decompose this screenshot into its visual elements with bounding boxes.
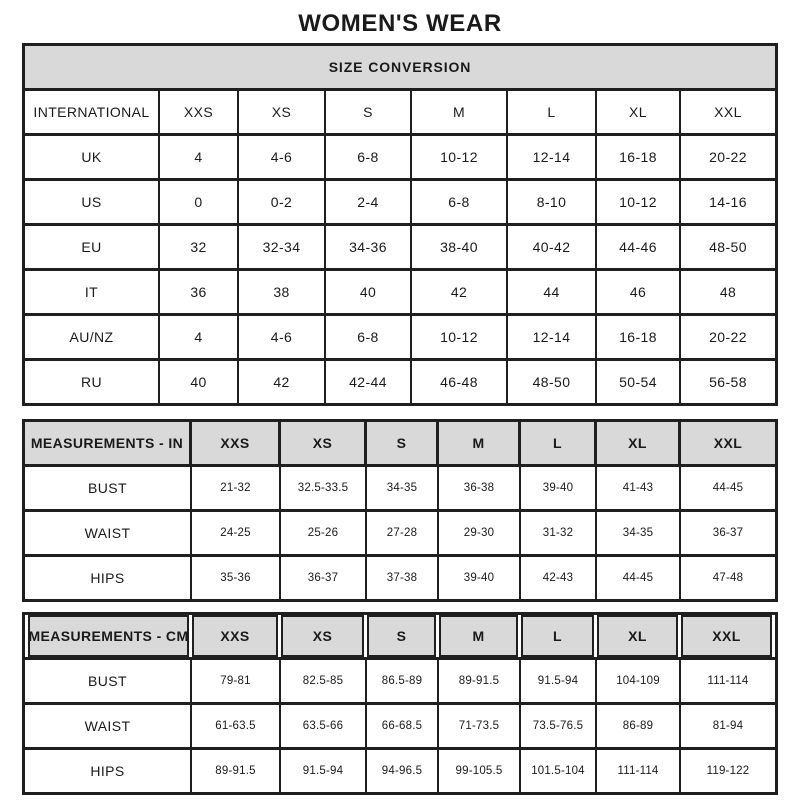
size-value-cell: 40-42: [508, 223, 597, 268]
size-value-cell: 10-12: [412, 313, 508, 358]
measurement-value-cell: 86-89: [597, 702, 681, 747]
measurement-value-cell: 111-114: [681, 657, 775, 702]
size-value-cell: 16-18: [597, 133, 681, 178]
measurement-value-cell: 104-109: [597, 657, 681, 702]
measurement-value-cell: 47-48: [681, 554, 775, 599]
size-value-cell: 4: [160, 133, 239, 178]
table-row: [25, 313, 775, 358]
size-col-header-xxl: XXL: [681, 422, 775, 464]
size-col-header-xxs: XXS: [160, 88, 239, 133]
size-col-header-xs: XS: [281, 422, 367, 464]
row-label-aunz: AU/NZ: [25, 313, 160, 358]
size-value-cell: 6-8: [326, 313, 412, 358]
size-value-cell: 0: [160, 178, 239, 223]
size-value-cell: 20-22: [681, 133, 775, 178]
size-value-cell: 32: [160, 223, 239, 268]
measurement-value-cell: 81-94: [681, 702, 775, 747]
size-col-header-xxs: XXS: [192, 615, 281, 657]
size-col-header-xs: XS: [281, 615, 367, 657]
measurement-value-cell: 32.5-33.5: [281, 464, 367, 509]
size-col-header-l: L: [521, 615, 597, 657]
size-value-cell: 34-36: [326, 223, 412, 268]
table-row: [25, 615, 775, 657]
size-conversion-banner: SIZE CONVERSION: [25, 46, 775, 88]
table-row: [25, 657, 775, 702]
size-value-cell: 16-18: [597, 313, 681, 358]
size-value-cell: 42: [239, 358, 326, 403]
row-label-ru: RU: [25, 358, 160, 403]
size-value-cell: 12-14: [508, 133, 597, 178]
measurement-value-cell: 39-40: [439, 554, 521, 599]
size-col-header-l: L: [521, 422, 597, 464]
size-value-cell: 46-48: [412, 358, 508, 403]
measurement-value-cell: 73.5-76.5: [521, 702, 597, 747]
table-row: [25, 88, 775, 133]
measurement-value-cell: 61-63.5: [192, 702, 281, 747]
row-label-waist: WAIST: [25, 509, 192, 554]
size-col-header-m: M: [439, 615, 521, 657]
size-value-cell: 6-8: [326, 133, 412, 178]
size-value-cell: 38: [239, 268, 326, 313]
size-value-cell: 40: [326, 268, 412, 313]
size-value-cell: 0-2: [239, 178, 326, 223]
size-col-header-m: M: [439, 422, 521, 464]
measurements-cm-table: [22, 612, 778, 795]
table-row: [25, 422, 775, 464]
size-value-cell: 2-4: [326, 178, 412, 223]
measurement-value-cell: 24-25: [192, 509, 281, 554]
size-col-header-m: M: [412, 88, 508, 133]
table-row: [25, 464, 775, 509]
measurement-value-cell: 21-32: [192, 464, 281, 509]
size-col-header-s: S: [367, 615, 439, 657]
size-value-cell: 48-50: [681, 223, 775, 268]
measurement-value-cell: 36-38: [439, 464, 521, 509]
size-col-header-xl: XL: [597, 88, 681, 133]
row-label-bust: BUST: [25, 464, 192, 509]
measurement-value-cell: 27-28: [367, 509, 439, 554]
size-value-cell: 48: [681, 268, 775, 313]
measurements-cm-header: MEASUREMENTS - CM: [25, 615, 192, 657]
table-row: [25, 554, 775, 599]
measurement-value-cell: 63.5-66: [281, 702, 367, 747]
size-value-cell: 4: [160, 313, 239, 358]
table-row: [25, 268, 775, 313]
size-value-cell: 12-14: [508, 313, 597, 358]
measurement-value-cell: 29-30: [439, 509, 521, 554]
row-label-it: IT: [25, 268, 160, 313]
table-row: [25, 747, 775, 792]
measurement-value-cell: 91.5-94: [521, 657, 597, 702]
table-row: [25, 133, 775, 178]
measurement-value-cell: 34-35: [367, 464, 439, 509]
size-col-header-l: L: [508, 88, 597, 133]
measurement-value-cell: 99-105.5: [439, 747, 521, 792]
table-row: [25, 509, 775, 554]
row-label-international: INTERNATIONAL: [25, 88, 160, 133]
row-label-hips: HIPS: [25, 747, 192, 792]
measurement-value-cell: 44-45: [597, 554, 681, 599]
size-value-cell: 10-12: [412, 133, 508, 178]
measurement-value-cell: 101.5-104: [521, 747, 597, 792]
size-value-cell: 46: [597, 268, 681, 313]
measurement-value-cell: 37-38: [367, 554, 439, 599]
measurement-value-cell: 71-73.5: [439, 702, 521, 747]
row-label-us: US: [25, 178, 160, 223]
table-row: [25, 358, 775, 403]
size-value-cell: 20-22: [681, 313, 775, 358]
size-value-cell: 10-12: [597, 178, 681, 223]
measurements-in-table: [22, 419, 778, 602]
size-conversion-table: [22, 43, 778, 406]
measurement-value-cell: 94-96.5: [367, 747, 439, 792]
page-title: WOMEN'S WEAR: [298, 10, 502, 37]
size-value-cell: 4-6: [239, 313, 326, 358]
size-col-header-s: S: [326, 88, 412, 133]
table-row: [25, 223, 775, 268]
size-value-cell: 48-50: [508, 358, 597, 403]
size-value-cell: 38-40: [412, 223, 508, 268]
size-col-header-xxl: XXL: [681, 88, 775, 133]
table-row: [25, 178, 775, 223]
size-value-cell: 56-58: [681, 358, 775, 403]
size-value-cell: 44-46: [597, 223, 681, 268]
measurement-value-cell: 79-81: [192, 657, 281, 702]
row-label-eu: EU: [25, 223, 160, 268]
measurement-value-cell: 82.5-85: [281, 657, 367, 702]
measurement-value-cell: 31-32: [521, 509, 597, 554]
measurement-value-cell: 89-91.5: [192, 747, 281, 792]
table-row: [25, 46, 775, 88]
measurement-value-cell: 111-114: [597, 747, 681, 792]
size-value-cell: 44: [508, 268, 597, 313]
row-label-bust: BUST: [25, 657, 192, 702]
measurement-value-cell: 44-45: [681, 464, 775, 509]
size-value-cell: 14-16: [681, 178, 775, 223]
table-row: [25, 702, 775, 747]
size-value-cell: 40: [160, 358, 239, 403]
measurements-in-header: MEASUREMENTS - IN: [25, 422, 192, 464]
size-col-header-s: S: [367, 422, 439, 464]
measurement-value-cell: 89-91.5: [439, 657, 521, 702]
size-col-header-xxl: XXL: [681, 615, 775, 657]
measurement-value-cell: 86.5-89: [367, 657, 439, 702]
measurement-value-cell: 36-37: [281, 554, 367, 599]
measurement-value-cell: 42-43: [521, 554, 597, 599]
size-value-cell: 42: [412, 268, 508, 313]
measurement-value-cell: 39-40: [521, 464, 597, 509]
size-value-cell: 4-6: [239, 133, 326, 178]
row-label-uk: UK: [25, 133, 160, 178]
measurement-value-cell: 25-26: [281, 509, 367, 554]
size-col-header-xl: XL: [597, 615, 681, 657]
size-col-header-xl: XL: [597, 422, 681, 464]
size-col-header-xxs: XXS: [192, 422, 281, 464]
row-label-hips: HIPS: [25, 554, 192, 599]
row-label-waist: WAIST: [25, 702, 192, 747]
size-col-header-xs: XS: [239, 88, 326, 133]
measurement-value-cell: 35-36: [192, 554, 281, 599]
size-value-cell: 32-34: [239, 223, 326, 268]
size-value-cell: 42-44: [326, 358, 412, 403]
size-value-cell: 50-54: [597, 358, 681, 403]
measurement-value-cell: 119-122: [681, 747, 775, 792]
measurement-value-cell: 36-37: [681, 509, 775, 554]
size-value-cell: 36: [160, 268, 239, 313]
measurement-value-cell: 34-35: [597, 509, 681, 554]
size-value-cell: 8-10: [508, 178, 597, 223]
size-value-cell: 6-8: [412, 178, 508, 223]
measurement-value-cell: 41-43: [597, 464, 681, 509]
measurement-value-cell: 66-68.5: [367, 702, 439, 747]
measurement-value-cell: 91.5-94: [281, 747, 367, 792]
